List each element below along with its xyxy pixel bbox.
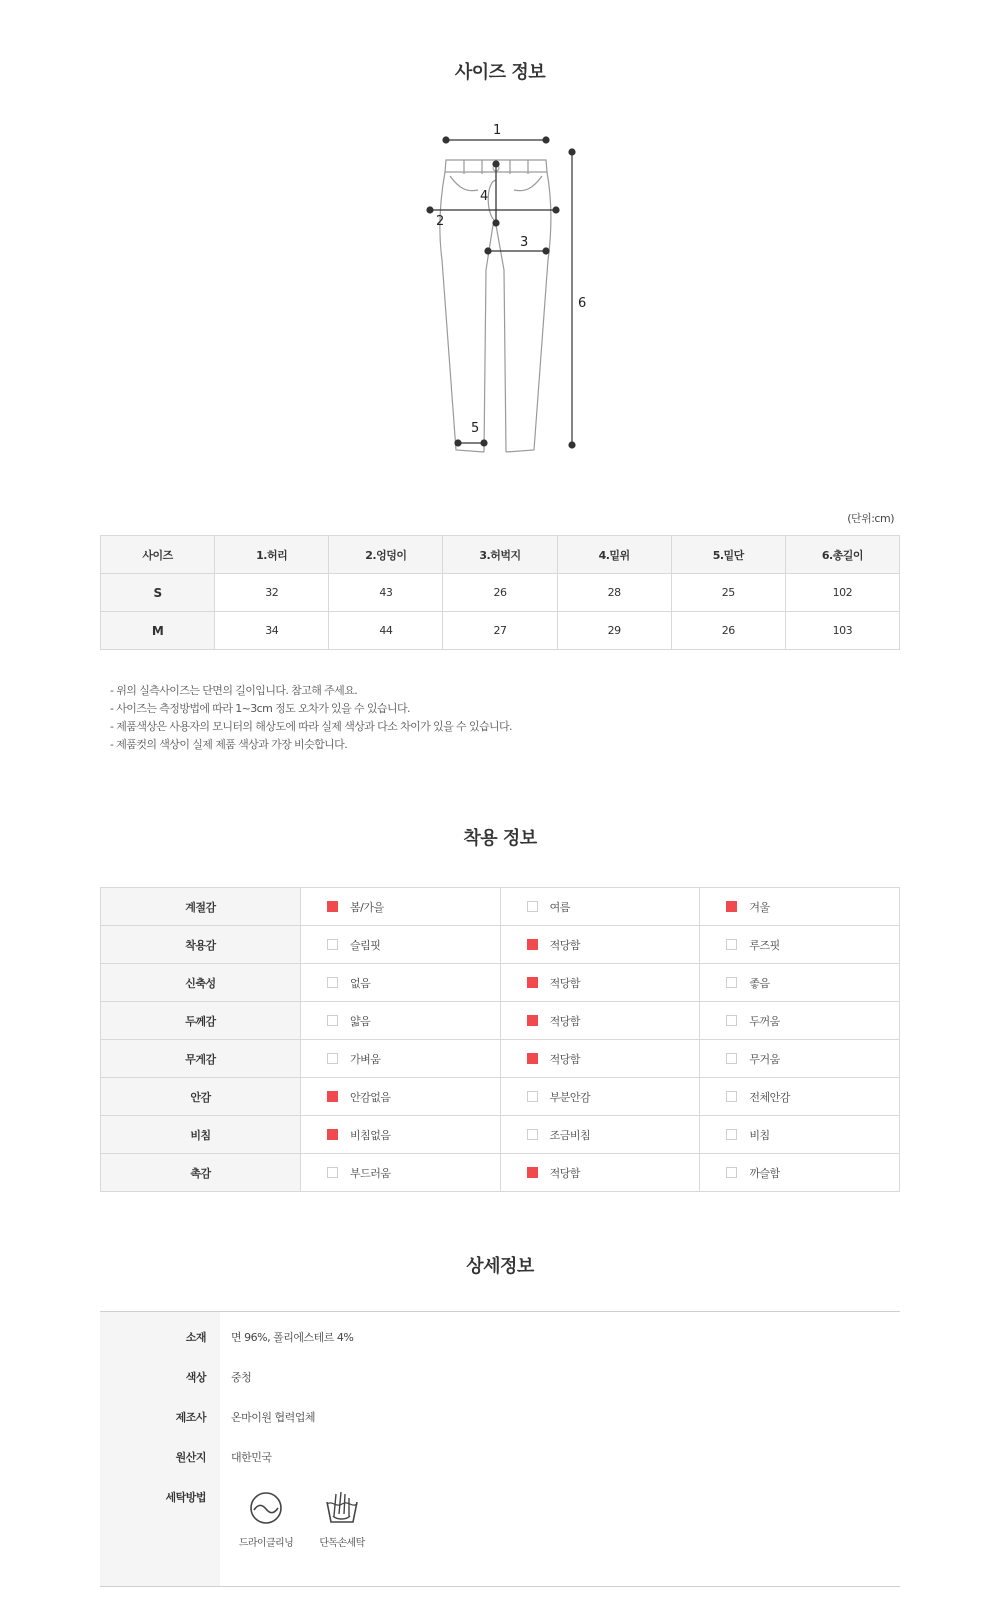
unchecked-box-icon xyxy=(327,1167,338,1178)
table-row xyxy=(101,1078,900,1116)
checked-box-icon xyxy=(527,1015,538,1026)
size-cell: 43 xyxy=(329,574,443,612)
unchecked-box-icon xyxy=(527,901,538,912)
fit-option-label: 슬림핏 xyxy=(350,938,381,952)
detail-info-title: 상세정보 xyxy=(466,1256,534,1277)
fit-option xyxy=(700,1116,900,1154)
detail-label: 제조사 xyxy=(175,1411,206,1424)
fit-option xyxy=(700,1002,900,1040)
table-row xyxy=(101,1040,900,1078)
size-cell: 26 xyxy=(443,574,557,612)
fit-option-label: 적당함 xyxy=(549,1166,581,1180)
fit-option xyxy=(500,1040,700,1078)
wash-method-label: 드라이클리닝 xyxy=(238,1538,294,1549)
table-row xyxy=(101,964,900,1002)
fit-option xyxy=(301,1154,501,1192)
wash-method-dry-clean xyxy=(226,1490,306,1549)
detail-row-washing xyxy=(100,1489,900,1509)
checked-box-icon xyxy=(327,901,338,912)
detail-value: 면 96%, 폴리에스테르 4% xyxy=(231,1331,354,1344)
fit-option-label: 적당함 xyxy=(549,1052,581,1066)
size-cell: 102 xyxy=(785,574,899,612)
fit-option-label: 전체안감 xyxy=(749,1090,790,1104)
detail-label: 세탁방법 xyxy=(165,1491,206,1504)
fit-option-label: 적당함 xyxy=(549,1014,581,1028)
fit-row-label: 계절감 xyxy=(101,888,301,926)
fit-info-title: 착용 정보 xyxy=(463,828,537,849)
fit-option-label: 부드러움 xyxy=(350,1166,391,1180)
fit-option-label: 조금비침 xyxy=(549,1128,591,1142)
size-table-header: 2.엉덩이 xyxy=(329,536,443,574)
fit-option-label: 루즈핏 xyxy=(749,938,780,952)
fit-option-label: 좋음 xyxy=(749,976,770,990)
unchecked-box-icon xyxy=(726,977,737,988)
size-table-header: 6.총길이 xyxy=(785,536,899,574)
fit-option xyxy=(301,964,501,1002)
detail-row-color xyxy=(100,1369,900,1389)
detail-value: 대한민국 xyxy=(231,1451,272,1464)
unchecked-box-icon xyxy=(527,1129,538,1140)
unchecked-box-icon xyxy=(327,939,338,950)
fit-option xyxy=(301,1078,501,1116)
size-table-header: 1.허리 xyxy=(215,536,329,574)
fit-option xyxy=(500,1116,700,1154)
pants-measurement-diagram xyxy=(420,120,600,480)
size-cell: 29 xyxy=(557,612,671,650)
fit-option-label: 적당함 xyxy=(549,938,581,952)
dry-clean-icon xyxy=(248,1490,284,1526)
fit-option-label: 안감없음 xyxy=(350,1090,391,1104)
fit-option xyxy=(500,926,700,964)
size-info-title: 사이즈 정보 xyxy=(454,62,546,83)
size-table xyxy=(100,535,900,650)
fit-option-label: 두꺼움 xyxy=(749,1014,780,1028)
unchecked-box-icon xyxy=(726,1129,737,1140)
diagram-label-6: 6 xyxy=(578,296,587,311)
fit-option-label: 비침 xyxy=(749,1128,770,1142)
fit-option-label: 비침없음 xyxy=(350,1128,391,1142)
checked-box-icon xyxy=(527,977,538,988)
fit-option-label: 적당함 xyxy=(549,976,581,990)
fit-option xyxy=(301,1116,501,1154)
checked-box-icon xyxy=(726,901,737,912)
size-cell: 27 xyxy=(443,612,557,650)
fit-row-label: 두께감 xyxy=(101,1002,301,1040)
fit-table xyxy=(100,887,900,1192)
size-table-header: 5.밑단 xyxy=(671,536,785,574)
fit-option xyxy=(301,926,501,964)
checked-box-icon xyxy=(527,1053,538,1064)
fit-option-label: 없음 xyxy=(350,976,371,990)
fit-option xyxy=(700,1040,900,1078)
size-cell: 26 xyxy=(671,612,785,650)
unchecked-box-icon xyxy=(726,1091,737,1102)
fit-option-label: 부분안감 xyxy=(549,1090,591,1104)
unchecked-box-icon xyxy=(726,1015,737,1026)
detail-info-box xyxy=(100,1311,900,1587)
checked-box-icon xyxy=(527,939,538,950)
detail-label: 색상 xyxy=(185,1371,206,1384)
size-cell: 28 xyxy=(557,574,671,612)
checked-box-icon xyxy=(527,1167,538,1178)
wash-method-hand-wash xyxy=(302,1490,382,1549)
size-cell: 25 xyxy=(671,574,785,612)
fit-option xyxy=(700,926,900,964)
fit-option xyxy=(500,964,700,1002)
unchecked-box-icon xyxy=(726,939,737,950)
size-table-header: 4.밑위 xyxy=(557,536,671,574)
note-item: - 사이즈는 측정방법에 따라 1~3cm 정도 오차가 있을 수 있습니다. xyxy=(110,702,410,715)
diagram-label-4: 4 xyxy=(480,189,489,204)
table-row xyxy=(101,926,900,964)
unchecked-box-icon xyxy=(527,1091,538,1102)
size-table-header-row xyxy=(101,536,900,574)
fit-option xyxy=(500,888,700,926)
detail-value: 온마이원 협력업체 xyxy=(231,1411,316,1424)
fit-option xyxy=(301,1002,501,1040)
unchecked-box-icon xyxy=(327,1015,338,1026)
fit-option xyxy=(700,888,900,926)
checked-box-icon xyxy=(327,1091,338,1102)
fit-row-label: 안감 xyxy=(101,1078,301,1116)
unchecked-box-icon xyxy=(726,1053,737,1064)
detail-label: 원산지 xyxy=(175,1451,206,1464)
detail-label: 소재 xyxy=(185,1331,206,1344)
fit-option xyxy=(500,1078,700,1116)
size-cell: 34 xyxy=(215,612,329,650)
table-row xyxy=(101,1002,900,1040)
size-table-header: 사이즈 xyxy=(101,536,215,574)
unchecked-box-icon xyxy=(327,977,338,988)
detail-row-origin xyxy=(100,1449,900,1469)
size-cell: S xyxy=(101,574,215,612)
fit-option-label: 까슬함 xyxy=(749,1166,780,1180)
size-cell: M xyxy=(101,612,215,650)
fit-row-label: 착용감 xyxy=(101,926,301,964)
table-row xyxy=(101,1116,900,1154)
size-cell: 103 xyxy=(785,612,899,650)
fit-option-label: 겨울 xyxy=(749,900,770,914)
table-row xyxy=(101,1154,900,1192)
unchecked-box-icon xyxy=(327,1053,338,1064)
hand-wash-icon xyxy=(324,1490,360,1526)
diagram-label-2: 2 xyxy=(436,214,445,229)
fit-option xyxy=(700,964,900,1002)
fit-option-label: 얇음 xyxy=(350,1014,371,1028)
fit-option xyxy=(500,1002,700,1040)
diagram-label-3: 3 xyxy=(520,235,529,250)
fit-option xyxy=(700,1154,900,1192)
fit-option xyxy=(301,888,501,926)
fit-option-label: 여름 xyxy=(549,900,570,914)
unchecked-box-icon xyxy=(726,1167,737,1178)
fit-option xyxy=(700,1078,900,1116)
size-cell: 44 xyxy=(329,612,443,650)
pants-diagram-svg xyxy=(420,120,600,480)
fit-option-label: 가벼움 xyxy=(350,1052,381,1066)
table-row xyxy=(101,574,900,612)
fit-row-label: 신축성 xyxy=(101,964,301,1002)
detail-row-manufacturer xyxy=(100,1409,900,1429)
wash-method-label: 단독손세탁 xyxy=(319,1538,365,1549)
diagram-label-1: 1 xyxy=(493,123,502,138)
detail-row-material xyxy=(100,1329,900,1349)
fit-row-label: 촉감 xyxy=(101,1154,301,1192)
fit-option xyxy=(301,1040,501,1078)
note-item: - 제품컷의 색상이 실제 제품 색상과 가장 비슷합니다. xyxy=(110,738,348,751)
note-item: - 위의 실측사이즈는 단면의 길이입니다. 참고해 주세요. xyxy=(110,684,358,697)
fit-row-label: 무게감 xyxy=(101,1040,301,1078)
diagram-label-5: 5 xyxy=(471,421,480,436)
checked-box-icon xyxy=(327,1129,338,1140)
table-row xyxy=(101,612,900,650)
fit-option-label: 봄/가을 xyxy=(350,900,384,914)
size-table-header: 3.허벅지 xyxy=(443,536,557,574)
size-cell: 32 xyxy=(215,574,329,612)
fit-row-label: 비침 xyxy=(101,1116,301,1154)
fit-option xyxy=(500,1154,700,1192)
detail-value: 중청 xyxy=(231,1371,252,1384)
fit-option-label: 무거움 xyxy=(749,1052,780,1066)
size-notes xyxy=(110,682,512,754)
table-row xyxy=(101,888,900,926)
unit-label: (단위:cm) xyxy=(847,512,894,525)
note-item: - 제품색상은 사용자의 모니터의 해상도에 따라 실제 색상과 다소 차이가 있을 수 있습니다. xyxy=(110,720,512,733)
